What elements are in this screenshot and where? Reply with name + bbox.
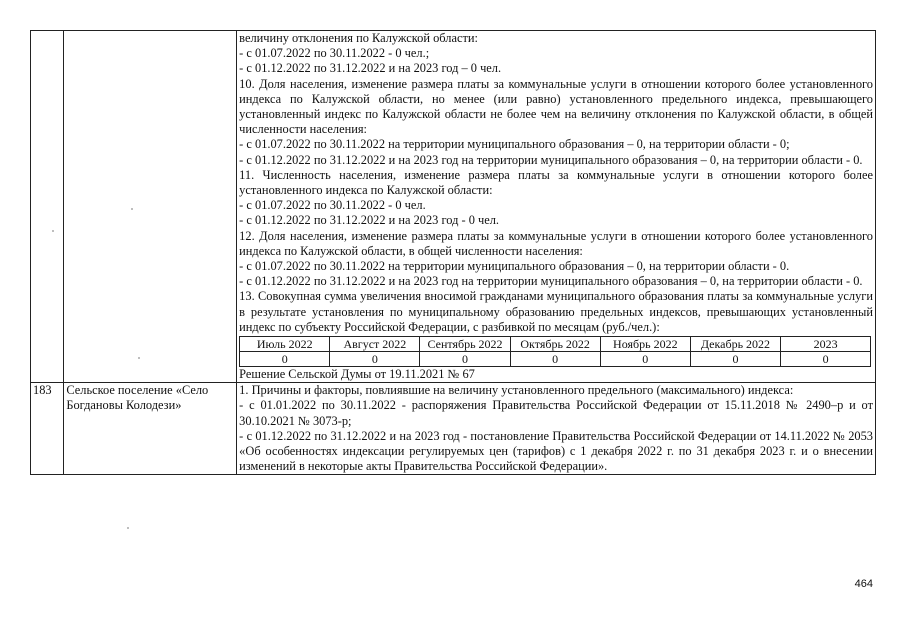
- paragraph: 1. Причины и факторы, повлиявшие на величину установленного предельного (максимального) индекса:: [239, 383, 794, 398]
- paragraph: - с 01.07.2022 по 30.11.2022 - 0 чел.: [239, 198, 426, 213]
- table-row: [31, 383, 876, 475]
- paragraph: - с 01.01.2022 по 30.11.2022 - распоряжения Правительства Российской Федерации от 15.11.2018 № 2490–р и от 30.10.2021 № 3073-р;: [239, 398, 873, 428]
- paragraph: - с 01.07.2022 по 30.11.2022 на территории муниципального образования – 0, на территории области - 0.: [239, 259, 790, 274]
- month-header: Октябрь 2022: [510, 337, 600, 352]
- paragraph: - с 01.07.2022 по 30.11.2022 на территории муниципального образования – 0, на территории области - 0;: [239, 137, 790, 152]
- months-value-row: [240, 352, 871, 367]
- paragraph: - с 01.07.2022 по 30.11.2022 - 0 чел.;: [239, 46, 430, 61]
- month-value: 0: [690, 352, 780, 367]
- document-page: [30, 30, 876, 475]
- month-header: Август 2022: [330, 337, 420, 352]
- month-header: Ноябрь 2022: [600, 337, 690, 352]
- page-number: 464: [854, 578, 873, 590]
- paragraph: величину отклонения по Калужской области:: [239, 31, 478, 45]
- month-value: 0: [781, 352, 871, 367]
- month-value: 0: [330, 352, 420, 367]
- month-value: 0: [510, 352, 600, 367]
- paragraph: - с 01.12.2022 по 31.12.2022 и на 2023 год на территории муниципального образования – 0, на территории области - 0.: [239, 152, 863, 167]
- scan-speck: [138, 357, 140, 359]
- paragraph: - с 01.12.2022 по 31.12.2022 и на 2023 год – 0 чел.: [239, 61, 502, 76]
- paragraph: 10. Доля населения, изменение размера платы за коммунальные услуги в отношении которого более установленного индекса по Калужской области, но менее (или равно) установленного предельного индекса, превышающего установленный индекс по Калужской области не более чем на величину отклонения по Калужской области, в общей численности населения:: [239, 76, 873, 137]
- paragraph: 11. Численность населения, изменение размера платы за коммунальные услуги в отношении которого более установленного индекса по Калужской области:: [239, 167, 873, 198]
- paragraph: 12. Доля населения, изменение размера платы за коммунальные услуги в отношении которого более установленного индекса по Калужской области, в общей численности населения:: [239, 228, 873, 258]
- municipal-table: [30, 30, 876, 475]
- month-header: Сентябрь 2022: [420, 337, 510, 352]
- row-number: 183: [31, 383, 64, 475]
- scan-speck: [131, 208, 133, 210]
- decision-reference: Решение Сельской Думы от 19.11.2021 № 67: [239, 367, 475, 382]
- row-number: [31, 31, 64, 383]
- month-value: 0: [240, 352, 330, 367]
- paragraph: - с 01.12.2022 по 31.12.2022 и на 2023 год на территории муниципального образования – 0, на территории области - 0.: [239, 274, 863, 289]
- month-header: Декабрь 2022: [690, 337, 780, 352]
- municipality-name: Сельское поселение «Село Богдановы Колодези»: [64, 383, 237, 475]
- month-value: 0: [420, 352, 510, 367]
- month-header: Июль 2022: [240, 337, 330, 352]
- scan-speck: [127, 527, 129, 529]
- row-content: [237, 31, 876, 383]
- scan-speck: [52, 230, 54, 232]
- months-header-row: [240, 337, 871, 352]
- paragraph: - с 01.12.2022 по 31.12.2022 и на 2023 год - постановление Правительства Российской Федерации от 14.11.2022 № 2053 «Об особенностях индексации регулируемых цен (тарифов) с 1 декабря 2022 г. по 31 декабря 2023 г. и о внесении изменений в некоторые акты Правительства Российской Федерации».: [239, 428, 873, 474]
- month-header: 2023: [781, 337, 871, 352]
- paragraph: 13. Совокупная сумма увеличения вносимой гражданами муниципального образования платы за коммунальные услуги в результате установления по муниципальному образованию предельных индексов, превышающих установленный индекс по субъекту Российской Федерации, с разбивкой по месяцам (руб./чел.):: [239, 289, 873, 334]
- table-row: [31, 31, 876, 383]
- month-value: 0: [600, 352, 690, 367]
- paragraph: - с 01.12.2022 по 31.12.2022 и на 2023 год - 0 чел.: [239, 213, 500, 228]
- row-content: [237, 383, 876, 475]
- municipality-name: [64, 31, 237, 383]
- monthly-sum-table: [239, 336, 871, 367]
